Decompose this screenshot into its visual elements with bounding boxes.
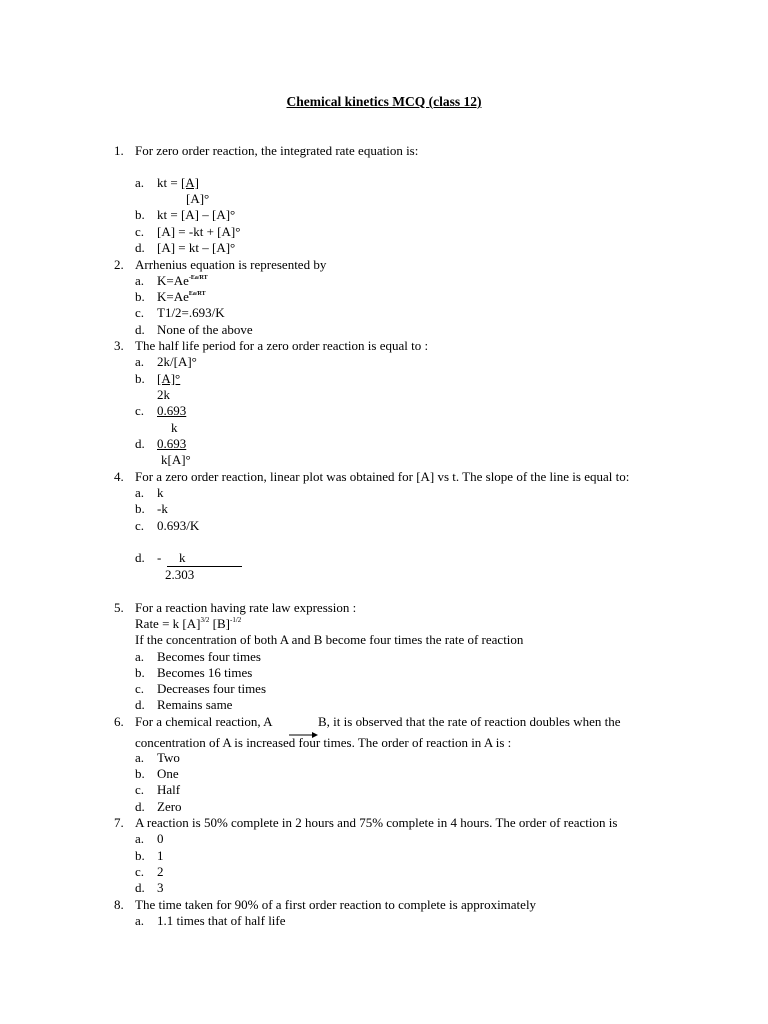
question-text-continued: concentration of A is increased four times. The order of reaction in A is : [135, 735, 512, 750]
option-denominator: k [171, 420, 178, 435]
option-label: d. [135, 697, 145, 712]
option-text: 2 [157, 864, 164, 879]
option-label: a. [135, 913, 145, 928]
option-text: One [157, 766, 179, 781]
question-number: 2. [114, 257, 124, 272]
option-label: a. [135, 831, 145, 846]
option-text: -k [157, 501, 168, 516]
option-text: kt = [A] [157, 175, 199, 190]
option-text: Decreases four times [157, 681, 267, 696]
option-label: d. [135, 436, 145, 451]
option-text: None of the above [157, 322, 253, 337]
option-label: d. [135, 880, 145, 895]
option-label: d. [135, 799, 145, 814]
question-text: Arrhenius equation is represented by [135, 257, 327, 272]
option-text: - [157, 550, 162, 565]
option-label: a. [135, 354, 145, 369]
question-number: 4. [114, 469, 124, 484]
option-label: b. [135, 289, 145, 304]
option-label: c. [135, 782, 145, 797]
question-number: 1. [114, 143, 124, 158]
question-text-continued: B, it is observed that the rate of reaction doubles when the [318, 714, 621, 729]
option-denominator: [A]° [186, 191, 210, 206]
question-text-continued: If the concentration of both A and B become four times the rate of reaction [135, 632, 524, 647]
option-text: Two [157, 750, 180, 765]
question-text: The half life period for a zero order reaction is equal to : [135, 338, 429, 353]
option-label: d. [135, 550, 145, 565]
question-text: For a zero order reaction, linear plot was obtained for [A] vs t. The slope of the line is equal to: [135, 469, 630, 484]
page-title: Chemical kinetics MCQ (class 12) [286, 94, 482, 109]
option-text: Becomes four times [157, 649, 261, 664]
question-text: For a chemical reaction, A [135, 714, 273, 729]
option-label: a. [135, 649, 145, 664]
option-label: c. [135, 681, 145, 696]
option-numerator: k [179, 550, 186, 565]
question-number: 8. [114, 897, 124, 912]
option-text: Zero [157, 799, 182, 814]
option-text: 3 [157, 880, 164, 895]
option-text: [A] = -kt + [A]° [157, 224, 241, 239]
option-label: b. [135, 848, 145, 863]
option-text: 1.1 times that of half life [157, 913, 286, 928]
option-label: c. [135, 864, 145, 879]
question-number: 3. [114, 338, 124, 353]
option-denominator: 2.303 [165, 567, 195, 582]
option-text: $K=Ae^{Ea/RT}$ [157, 289, 206, 304]
question-number: 7. [114, 815, 124, 830]
option-label: c. [135, 305, 145, 320]
option-text: 2k/[A]° [157, 354, 197, 369]
option-label: b. [135, 207, 145, 222]
option-text: T1/2=.693/K [157, 305, 225, 320]
option-denominator: k[A]° [161, 452, 191, 467]
option-denominator: 2k [157, 387, 170, 402]
question-number: 6. [114, 714, 124, 729]
option-text: [A] = kt – [A]° [157, 240, 236, 255]
option-text: Remains same [157, 697, 233, 712]
option-label: c. [135, 403, 145, 418]
option-label: c. [135, 224, 145, 239]
option-label: a. [135, 175, 145, 190]
option-text: 0.693/K [157, 518, 200, 533]
question-text: For zero order reaction, the integrated rate equation is: [135, 143, 419, 158]
option-label: c. [135, 518, 145, 533]
option-text: kt = [A] – [A]° [157, 207, 236, 222]
option-text: $K=Ae^{-Ea/RT}$ [157, 273, 208, 288]
option-numerator: 0.693 [157, 403, 187, 418]
option-text: 0 [157, 831, 164, 846]
option-label: b. [135, 665, 145, 680]
question-text: For a reaction having rate law expression : [135, 600, 357, 615]
question-text: The time taken for 90% of a first order reaction to complete is approximately [135, 897, 537, 912]
option-label: b. [135, 766, 145, 781]
option-text: Half [157, 782, 181, 797]
option-label: a. [135, 273, 145, 288]
option-numerator: [A]° [157, 371, 181, 386]
option-label: a. [135, 485, 145, 500]
question-text: A reaction is 50% complete in 2 hours and 75% complete in 4 hours. The order of reaction is [135, 815, 618, 830]
option-label: b. [135, 501, 145, 516]
option-numerator: 0.693 [157, 436, 187, 451]
option-text: k [157, 485, 164, 500]
option-text: Becomes 16 times [157, 665, 253, 680]
option-label: a. [135, 750, 145, 765]
option-label: b. [135, 371, 145, 386]
option-label: d. [135, 240, 145, 255]
rate-law-expression: Rate = k $[A]^{3/2}$ $[B]^{-1/2}$ [135, 616, 242, 631]
question-number: 5. [114, 600, 124, 615]
option-text: 1 [157, 848, 164, 863]
option-label: d. [135, 322, 145, 337]
